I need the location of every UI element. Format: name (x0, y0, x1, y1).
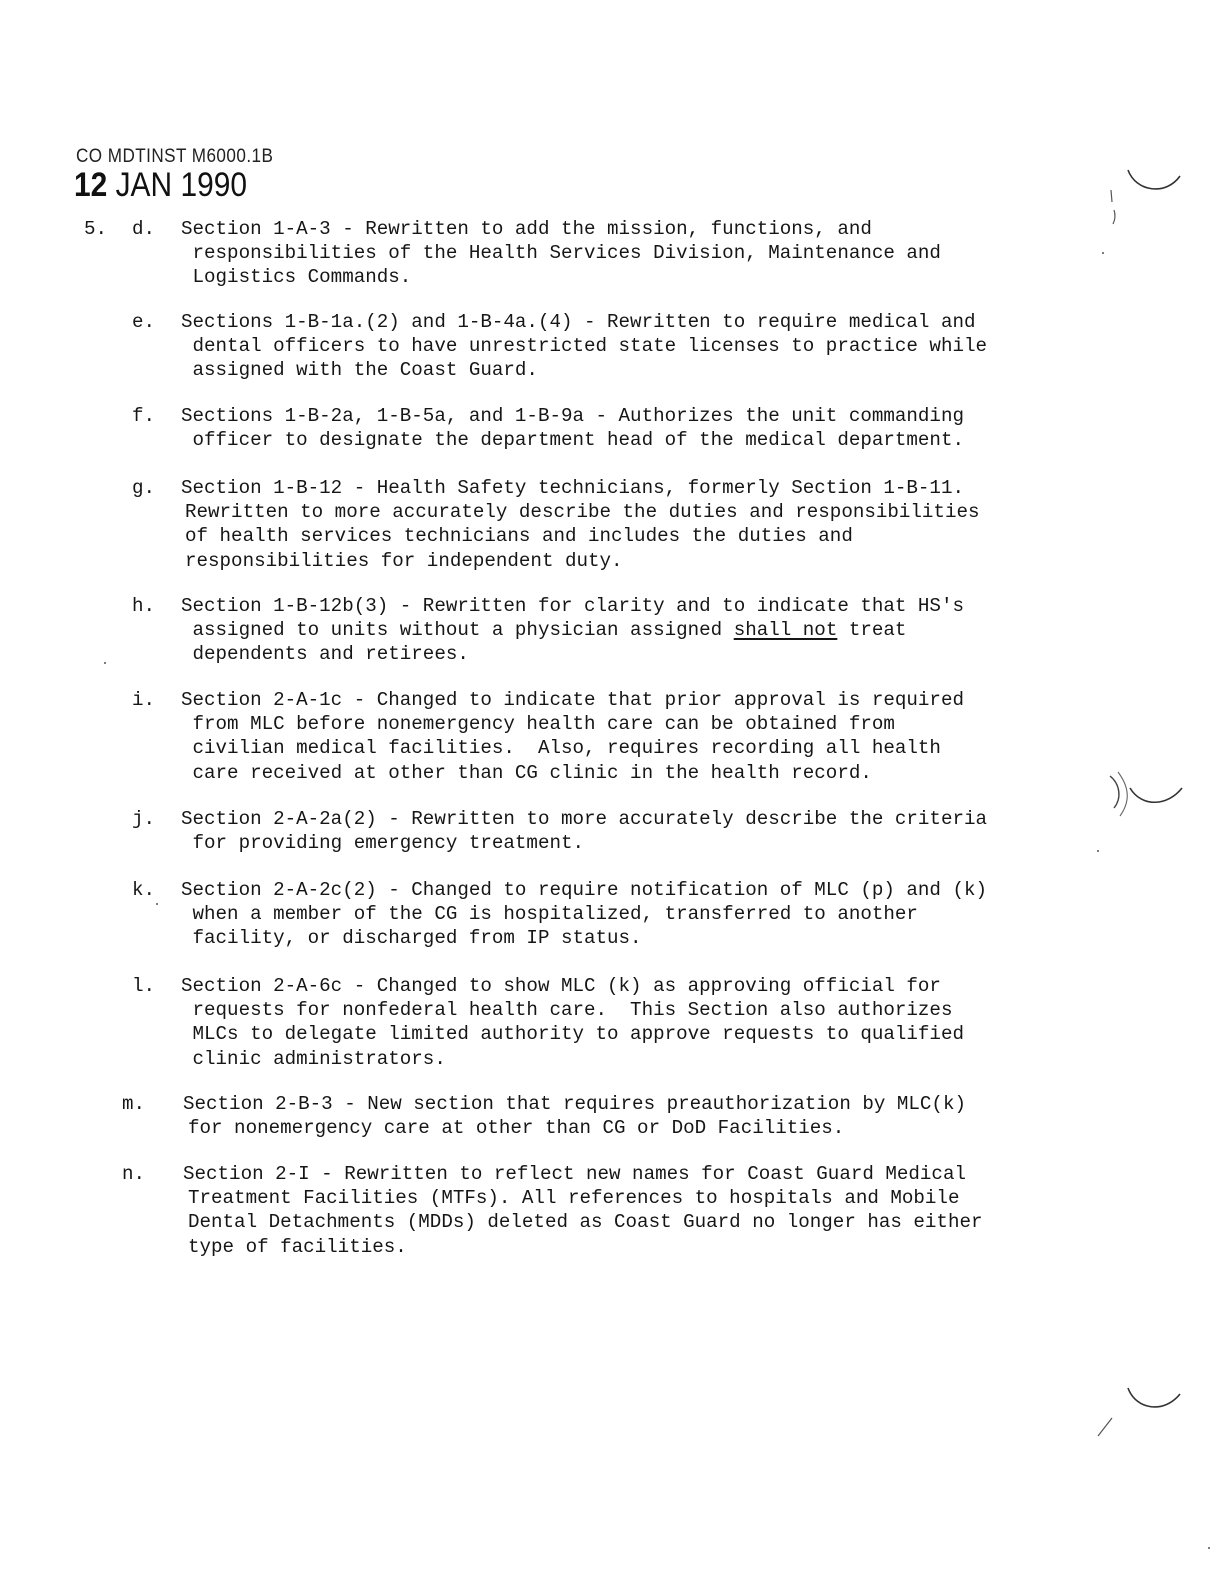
emphasis-shall-not: shall not (733, 619, 838, 642)
speck (1102, 252, 1104, 254)
item-e-line-3: assigned with the Coast Guard. (181, 359, 538, 382)
item-letter-d: d. (132, 218, 156, 240)
item-n-text (183, 1162, 983, 1259)
item-g-line-2: Rewritten to more accurately describe the duties and responsibilities (185, 501, 980, 524)
item-letter-h: h. (132, 595, 156, 617)
item-d-line-3: Logistics Commands. (181, 266, 412, 289)
item-j-text (181, 807, 987, 855)
item-h-line-1: Section 1-B-12b(3) - Rewritten for clarity and to indicate that HS's (181, 595, 964, 617)
item-e-line-1: Sections 1-B-1a.(2) and 1-B-4a.(4) - Rewritten to require medical and (181, 311, 976, 333)
item-n-line-2: Treatment Facilities (MTFs). All references to hospitals and Mobile (188, 1187, 960, 1210)
item-f-line-2: officer to designate the department head of the medical department. (181, 429, 964, 452)
item-d-text (181, 217, 941, 290)
item-l-line-1: Section 2-A-6c - Changed to show MLC (k) as approving official for (181, 975, 941, 997)
item-g-line-4: responsibilities for independent duty. (185, 549, 623, 572)
item-l-line-3: MLCs to delegate limited authority to approve requests to qualified (181, 1023, 964, 1046)
item-letter-f: f. (132, 405, 156, 427)
date-month-year: JAN 1990 (107, 166, 248, 204)
directive-number: CO MDTINST M6000.1B (76, 146, 274, 167)
item-k-line-2: when a member of the CG is hospitalized, transferred to another (181, 903, 918, 926)
item-m-line-1: Section 2-B-3 - New section that requires preauthorization by MLC(k) (183, 1093, 966, 1115)
speck (1097, 850, 1099, 852)
item-h-text (181, 594, 964, 667)
speck (104, 662, 106, 664)
item-j-line-1: Section 2-A-2a(2) - Rewritten to more accurately describe the criteria (181, 808, 988, 830)
item-letter-i: i. (132, 689, 156, 711)
item-i-text (181, 688, 964, 785)
item-l-line-2: requests for nonfederal health care. This Section also authorizes (181, 999, 953, 1022)
item-n-line-1: Section 2-I - Rewritten to reflect new names for Coast Guard Medical (183, 1163, 966, 1185)
item-g-line-1: Section 1-B-12 - Health Safety technicians, formerly Section 1-B-11. (181, 477, 964, 499)
item-f-line-1: Sections 1-B-2a, 1-B-5a, and 1-B-9a - Authorizes the unit commanding (181, 405, 964, 427)
item-letter-m: m. (122, 1093, 146, 1115)
item-letter-e: e. (132, 311, 156, 333)
item-m-line-2: for nonemergency care at other than CG or DoD Facilities. (188, 1117, 845, 1140)
item-j-line-2: for providing emergency treatment. (181, 832, 585, 855)
item-m-text (183, 1092, 966, 1140)
item-f-text (181, 404, 964, 452)
item-k-text (181, 878, 987, 951)
item-k-line-3: facility, or discharged from IP status. (181, 927, 642, 950)
binder-hole-mark-top (1096, 162, 1196, 242)
item-l-text (181, 974, 964, 1071)
item-n-line-4: type of facilities. (188, 1235, 407, 1258)
item-i-line-2: from MLC before nonemergency health care can be obtained from (181, 713, 895, 736)
speck (1208, 1547, 1210, 1549)
item-e-text (181, 310, 987, 383)
item-letter-n: n. (122, 1163, 146, 1185)
item-letter-j: j. (132, 808, 156, 830)
item-e-line-2: dental officers to have unrestricted state licenses to practice while (181, 335, 988, 358)
item-letter-l: l. (132, 975, 156, 997)
date-day: 12 (74, 166, 108, 204)
item-i-line-3: civilian medical facilities. Also, requires recording all health (181, 737, 941, 760)
item-n-line-3: Dental Detachments (MDDs) deleted as Coast Guard no longer has either (188, 1211, 983, 1234)
item-h-line-2 (181, 618, 964, 642)
item-h-line-2-end: treat (837, 619, 907, 642)
item-g-text (181, 476, 980, 573)
paragraph-number: 5. (84, 218, 108, 240)
item-h-line-2-start: assigned to units without a physician assigned (181, 619, 734, 642)
item-d-line-2: responsibilities of the Health Services Division, Maintenance and (181, 242, 941, 265)
item-letter-k: k. (132, 879, 156, 901)
item-g-line-3: of health services technicians and includes the duties and (185, 525, 853, 548)
item-h-line-3: dependents and retirees. (181, 643, 469, 666)
binder-hole-mark-middle (1090, 758, 1200, 838)
item-l-line-4: clinic administrators. (181, 1047, 446, 1070)
item-letter-g: g. (132, 477, 156, 499)
binder-hole-mark-bottom (1090, 1380, 1200, 1460)
speck (156, 903, 158, 905)
item-k-line-1: Section 2-A-2c(2) - Changed to require notification of MLC (p) and (k) (181, 879, 988, 901)
item-i-line-1: Section 2-A-1c - Changed to indicate that prior approval is required (181, 689, 964, 711)
item-i-line-4: care received at other than CG clinic in the health record. (181, 761, 872, 784)
document-date (74, 166, 247, 205)
item-d-line-1: Section 1-A-3 - Rewritten to add the mission, functions, and (181, 218, 872, 240)
